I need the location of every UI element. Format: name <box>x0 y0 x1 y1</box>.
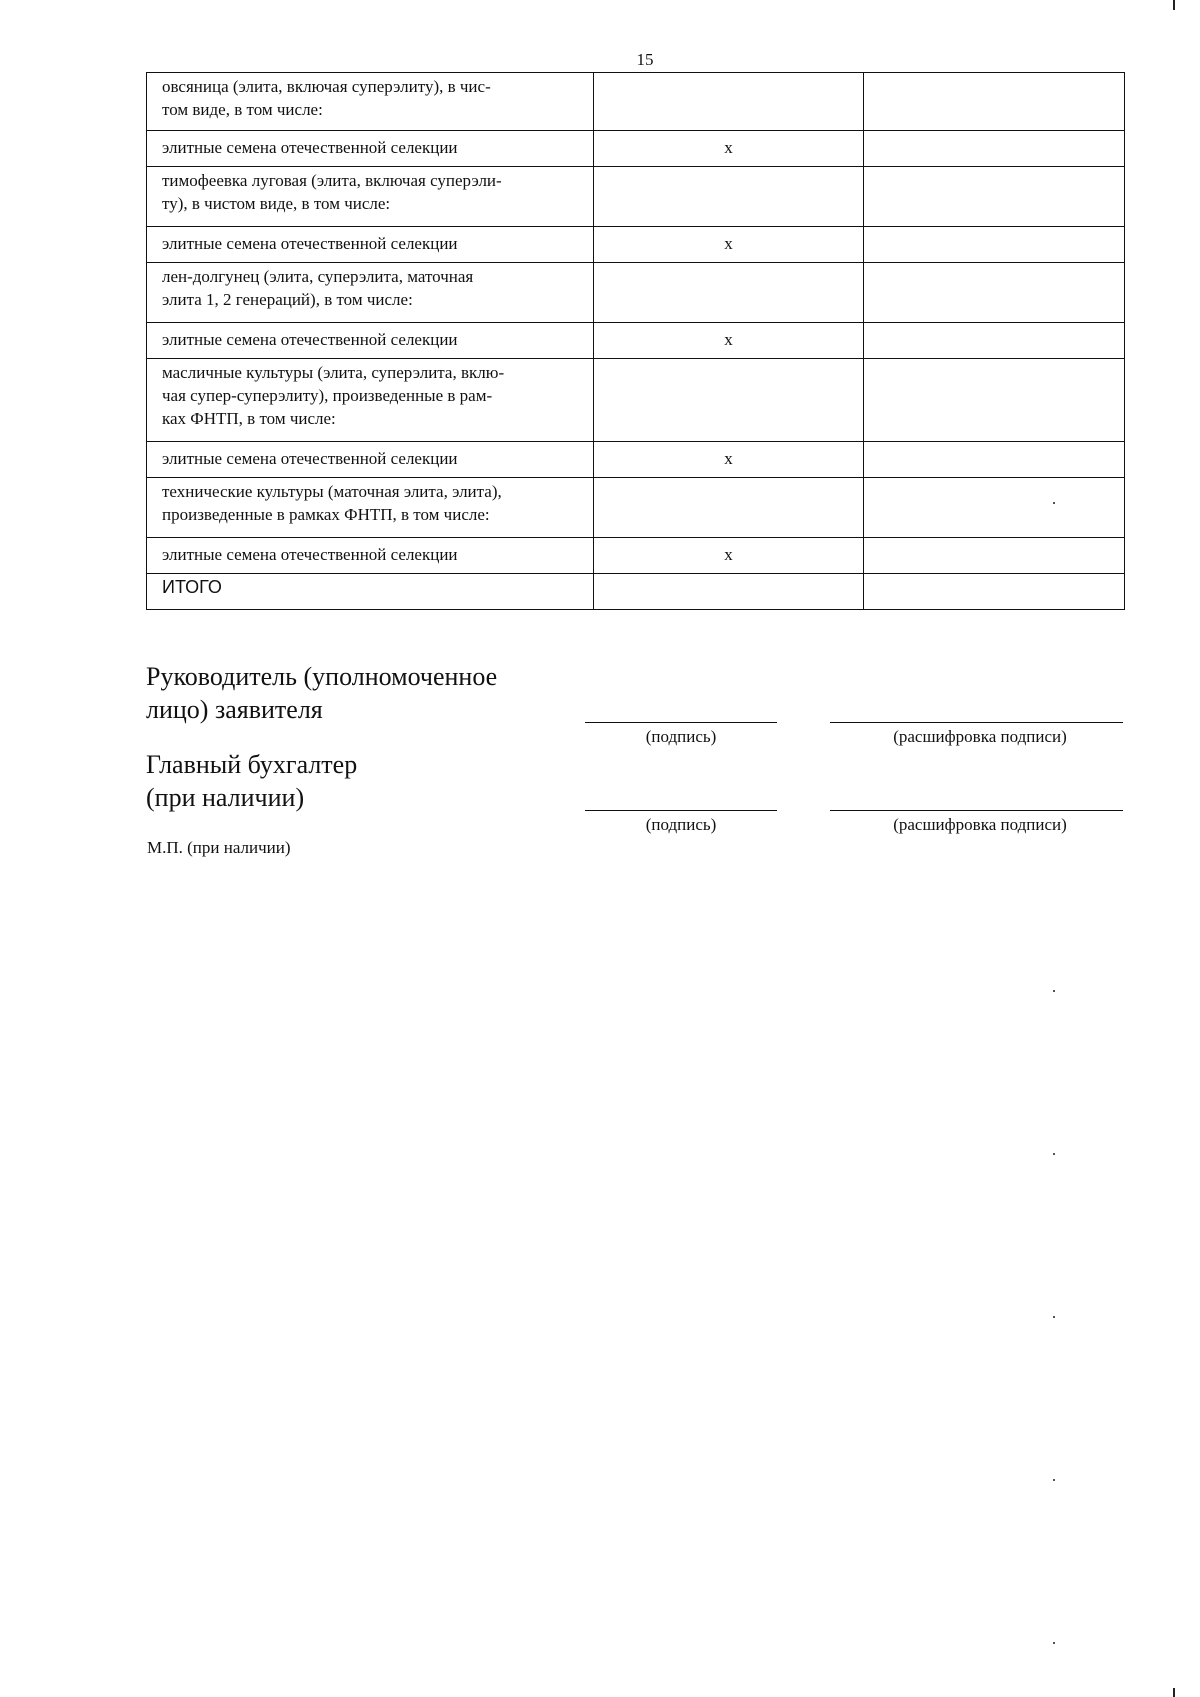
table-row <box>147 227 1125 263</box>
row-value <box>864 167 1125 227</box>
scan-speck <box>1053 1316 1055 1318</box>
row-mark <box>594 167 864 227</box>
scan-speck <box>1053 990 1055 992</box>
row-label: технические культуры (маточная элита, элита), произведенные в рамках ФНТП, в том числе: <box>147 478 594 538</box>
row-label: элитные семена отечественной селекции <box>147 538 594 574</box>
row-label: элитные семена отечественной селекции <box>147 442 594 478</box>
row-mark: х <box>594 442 864 478</box>
row-label: лен-долгунец (элита, суперэлита, маточная элита 1, 2 генераций), в том числе: <box>147 263 594 323</box>
row-value <box>864 73 1125 131</box>
row-value <box>864 538 1125 574</box>
total-value-cell <box>864 574 1125 610</box>
seed-table <box>146 72 1125 610</box>
row-label: овсяница (элита, включая суперэлиту), в чис- том виде, в том числе: <box>147 73 594 131</box>
scan-speck <box>1053 1153 1055 1155</box>
row-mark <box>594 263 864 323</box>
page-number: 15 <box>636 50 654 69</box>
row-label: элитные семена отечественной селекции <box>147 131 594 167</box>
row-mark <box>594 478 864 538</box>
row-label: элитные семена отечественной селекции <box>147 227 594 263</box>
stamp-note: М.П. (при наличии) <box>147 838 291 857</box>
table-row <box>147 167 1125 227</box>
accountant-decoding-line <box>830 810 1123 811</box>
head-signature-line <box>585 722 777 723</box>
row-mark: х <box>594 538 864 574</box>
table-row <box>147 323 1125 359</box>
table-row <box>147 131 1125 167</box>
row-value <box>864 131 1125 167</box>
table-row <box>147 538 1125 574</box>
row-value <box>864 442 1125 478</box>
scan-speck <box>1053 1642 1055 1644</box>
scan-edge-mark <box>1173 0 1175 10</box>
table-row <box>147 73 1125 131</box>
row-label: масличные культуры (элита, суперэлита, вклю- чая супер-суперэлиту), произведенные в рам- ках ФНТП, в том числе: <box>147 359 594 442</box>
row-mark <box>594 359 864 442</box>
row-mark: х <box>594 227 864 263</box>
head-decoding-caption: (расшифровка подписи) <box>893 727 1067 746</box>
accountant-signatory-label: Главный бухгалтер (при наличии) <box>146 750 358 812</box>
row-value <box>864 263 1125 323</box>
accountant-decoding-caption: (расшифровка подписи) <box>893 815 1067 834</box>
row-value <box>864 323 1125 359</box>
row-label: тимофеевка луговая (элита, включая суперэли- ту), в чистом виде, в том числе: <box>147 167 594 227</box>
head-decoding-line <box>830 722 1123 723</box>
accountant-signature-line <box>585 810 777 811</box>
scan-speck <box>1053 1479 1055 1481</box>
row-value <box>864 478 1125 538</box>
scan-speck <box>1053 502 1055 504</box>
total-mark-cell <box>594 574 864 610</box>
table-row <box>147 478 1125 538</box>
scan-edge-mark <box>1173 1688 1175 1697</box>
table-row <box>147 263 1125 323</box>
accountant-signature-caption: (подпись) <box>645 815 717 834</box>
table-row <box>147 359 1125 442</box>
row-value <box>864 227 1125 263</box>
row-label: элитные семена отечественной селекции <box>147 323 594 359</box>
total-row <box>147 574 1125 610</box>
row-mark: х <box>594 131 864 167</box>
total-label: ИТОГО <box>147 574 594 610</box>
head-signatory-label: Руководитель (уполномоченное лицо) заявителя <box>146 662 498 724</box>
row-mark: х <box>594 323 864 359</box>
row-mark <box>594 73 864 131</box>
row-value <box>864 359 1125 442</box>
head-signature-caption: (подпись) <box>645 727 717 746</box>
table-row <box>147 442 1125 478</box>
